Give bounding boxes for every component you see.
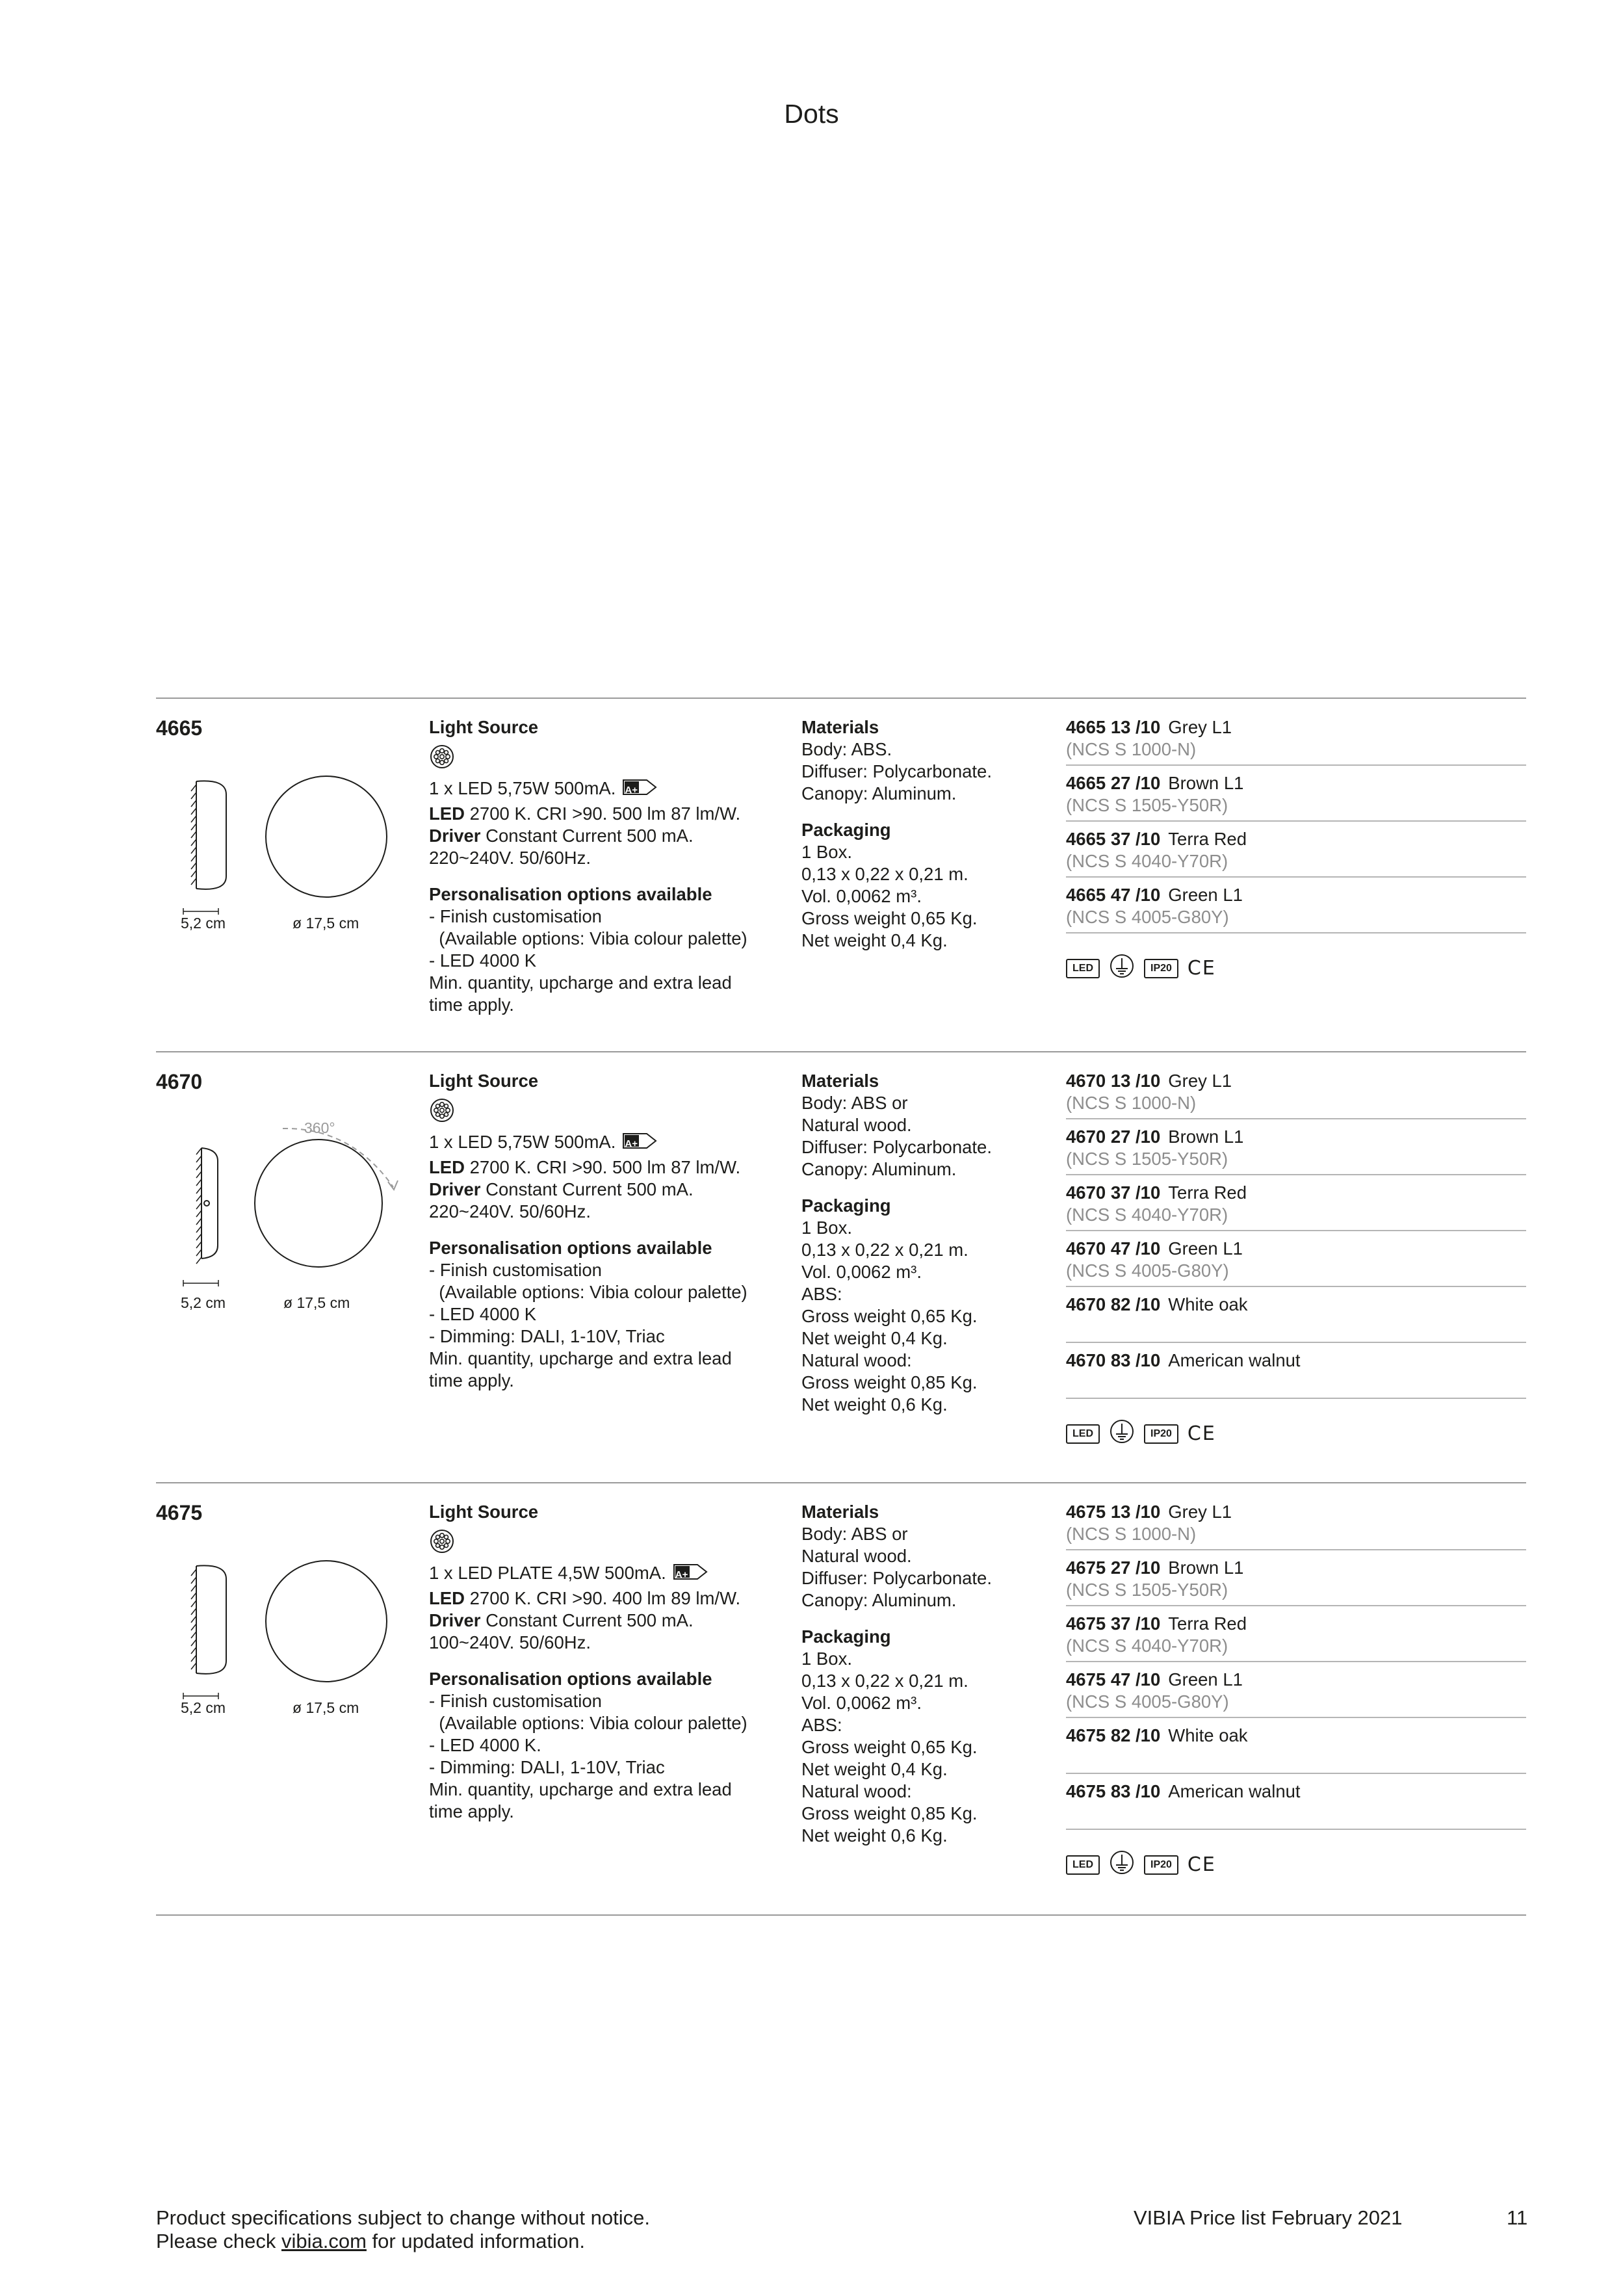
product-code: 4665 27 /10 — [1066, 773, 1161, 793]
light-spec-part: 1 x LED 5,75W 500mA. — [429, 778, 616, 798]
ncs-code — [1066, 1803, 1526, 1825]
page-title: Dots — [784, 99, 839, 129]
packaging-line: Gross weight 0,85 Kg. — [801, 1372, 978, 1392]
packaging-line: 1 Box. — [801, 842, 852, 862]
product-code-line — [1066, 716, 1526, 738]
page-number: 11 — [1507, 2206, 1528, 2229]
product-drawing — [156, 755, 429, 976]
light-spec-line — [429, 1562, 793, 1587]
model-number: 4675 — [156, 1501, 203, 1524]
product-code-line — [1066, 884, 1526, 906]
ncs-code: (NCS S 4005-G80Y) — [1066, 1260, 1229, 1281]
product-code-line — [1066, 1613, 1526, 1635]
diameter-dimension: ø 17,5 cm — [292, 915, 359, 932]
product-finish: Brown L1 — [1168, 1558, 1244, 1578]
footer-notice-pre: Please check — [156, 2230, 281, 2252]
packaging-heading: Packaging — [801, 1626, 891, 1647]
product-code: 4675 27 /10 — [1066, 1558, 1161, 1578]
packaging-line: Gross weight 0,85 Kg. — [801, 1803, 978, 1823]
materials-line: Body: ABS or — [801, 1524, 908, 1544]
led-module-icon — [429, 1528, 455, 1559]
light-spec-line — [429, 1632, 793, 1654]
energy-class-label: A+ — [625, 1138, 638, 1149]
ncs-code: (NCS S 1505-Y50R) — [1066, 1149, 1228, 1169]
product-code-row — [1066, 1669, 1526, 1718]
materials-heading: Materials — [801, 1502, 879, 1522]
product-code-row — [1066, 1294, 1526, 1343]
light-spec-line — [429, 1587, 793, 1610]
personalisation-heading: Personalisation options available — [429, 884, 712, 904]
materials-line: Canopy: Aluminum. — [801, 1590, 957, 1610]
ce-mark: CE — [1187, 957, 1216, 980]
product-code-row — [1066, 1070, 1526, 1119]
footer-publication: VIBIA Price list February 2021 — [1134, 2206, 1403, 2229]
product-code-line — [1066, 1126, 1526, 1148]
light-spec-line — [429, 1179, 793, 1201]
product-code: 4675 82 /10 — [1066, 1725, 1161, 1745]
product-code: 4665 37 /10 — [1066, 829, 1161, 849]
light-spec-part: 2700 K. CRI >90. 500 lm 87 lm/W. — [465, 803, 741, 824]
packaging-line: 0,13 x 0,22 x 0,21 m. — [801, 1671, 968, 1691]
product-code-row — [1066, 1350, 1526, 1399]
ncs-code: (NCS S 1505-Y50R) — [1066, 795, 1228, 815]
packaging-line: Net weight 0,4 Kg. — [801, 930, 948, 950]
packaging-line: 1 Box. — [801, 1649, 852, 1669]
product-code: 4670 37 /10 — [1066, 1182, 1161, 1203]
product-code: 4675 47 /10 — [1066, 1669, 1161, 1689]
product-code-line — [1066, 1070, 1526, 1092]
packaging-heading: Packaging — [801, 1195, 891, 1216]
packaging-line: 1 Box. — [801, 1218, 852, 1238]
diameter-dimension: ø 17,5 cm — [292, 1699, 359, 1716]
personalisation-heading: Personalisation options available — [429, 1238, 712, 1258]
product-finish: American walnut — [1168, 1781, 1301, 1801]
product-code: 4665 47 /10 — [1066, 885, 1161, 905]
packaging-line: Vol. 0,0062 m³. — [801, 886, 922, 906]
product-code-row — [1066, 1126, 1526, 1175]
packaging-line: 0,13 x 0,22 x 0,21 m. — [801, 864, 968, 884]
product-code: 4670 47 /10 — [1066, 1238, 1161, 1259]
packaging-line: Net weight 0,6 Kg. — [801, 1825, 948, 1846]
materials-line: Canopy: Aluminum. — [801, 1159, 957, 1179]
ip-rating-badge: IP20 — [1144, 959, 1178, 978]
light-spec-line — [429, 777, 793, 803]
certifications — [1066, 953, 1526, 984]
product-code-line — [1066, 772, 1526, 794]
personalisation-line: (Available options: Vibia colour palette) — [429, 1282, 747, 1302]
product-finish: White oak — [1168, 1294, 1248, 1314]
light-source-column — [429, 1501, 793, 1823]
product-code-row — [1066, 716, 1526, 766]
certifications — [1066, 1849, 1526, 1881]
product-finish: Green L1 — [1168, 885, 1243, 905]
footer-notice-post: for updated information. — [366, 2230, 585, 2252]
packaging-line: Natural wood: — [801, 1350, 912, 1370]
packaging-line: Gross weight 0,65 Kg. — [801, 1737, 978, 1757]
model-number: 4665 — [156, 716, 203, 740]
product-finish: Green L1 — [1168, 1669, 1243, 1689]
packaging-line: Gross weight 0,65 Kg. — [801, 1306, 978, 1326]
light-spec-part: LED — [429, 1157, 465, 1177]
ncs-code: (NCS S 4040-Y70R) — [1066, 1205, 1228, 1225]
personalisation-line: - Finish customisation — [429, 906, 602, 926]
personalisation-line: time apply. — [429, 1370, 514, 1390]
light-source-column — [429, 1070, 793, 1392]
light-spec-line — [429, 847, 793, 869]
materials-heading: Materials — [801, 1071, 879, 1091]
light-source-heading: Light Source — [429, 1502, 539, 1522]
product-finish: Terra Red — [1168, 1613, 1247, 1634]
class-insulation-icon — [1109, 953, 1135, 984]
ip-rating-badge: IP20 — [1144, 1424, 1178, 1444]
materials-column — [801, 1501, 1042, 1847]
led-badge: LED — [1066, 959, 1100, 978]
light-spec-part: Constant Current 500 mA. — [480, 826, 694, 846]
light-source-heading: Light Source — [429, 1071, 539, 1091]
personalisation-line: - Finish customisation — [429, 1260, 602, 1280]
materials-line: Diffuser: Polycarbonate. — [801, 1137, 992, 1157]
product-code-line — [1066, 1557, 1526, 1579]
product-code-row — [1066, 884, 1526, 933]
product-code-line — [1066, 1350, 1526, 1372]
depth-dimension: 5,2 cm — [181, 1294, 226, 1311]
product-finish: White oak — [1168, 1725, 1248, 1745]
personalisation-line: - Dimming: DALI, 1-10V, Triac — [429, 1326, 665, 1346]
product-finish: Grey L1 — [1168, 1502, 1232, 1522]
section-divider — [156, 1482, 1526, 1483]
materials-line: Body: ABS or — [801, 1093, 908, 1113]
class-insulation-icon — [1109, 1849, 1135, 1881]
packaging-line: Net weight 0,4 Kg. — [801, 1759, 948, 1779]
light-spec-part: Driver — [429, 1610, 481, 1630]
section-divider — [156, 1914, 1526, 1916]
ncs-code — [1066, 1372, 1526, 1394]
product-code-row — [1066, 1781, 1526, 1830]
footer-notice-line1: Product specifications subject to change without notice. — [156, 2206, 650, 2229]
product-code-line — [1066, 1501, 1526, 1523]
ip-rating-badge: IP20 — [1144, 1855, 1178, 1875]
personalisation-line: Min. quantity, upcharge and extra lead — [429, 1779, 732, 1799]
product-codes-column — [1066, 1501, 1526, 1881]
light-spec-line — [429, 825, 793, 847]
product-code-line — [1066, 828, 1526, 850]
product-code-line — [1066, 1238, 1526, 1260]
light-spec-line — [429, 803, 793, 825]
light-spec-part: 1 x LED 5,75W 500mA. — [429, 1132, 616, 1152]
packaging-line: Natural wood: — [801, 1781, 912, 1801]
light-source-heading: Light Source — [429, 717, 539, 737]
footer-notice-line2 — [156, 2230, 650, 2253]
light-spec-part: Constant Current 500 mA. — [480, 1179, 694, 1199]
product-code-row — [1066, 1238, 1526, 1287]
product-code-row — [1066, 1613, 1526, 1662]
materials-line: Natural wood. — [801, 1546, 912, 1566]
light-spec-line — [429, 1156, 793, 1179]
light-spec-line — [429, 1201, 793, 1223]
light-spec-part: LED — [429, 1588, 465, 1608]
led-module-icon — [429, 1097, 455, 1128]
product-code-row — [1066, 1557, 1526, 1606]
packaging-line: Net weight 0,6 Kg. — [801, 1394, 948, 1415]
product-code: 4665 13 /10 — [1066, 717, 1161, 737]
product-code: 4675 37 /10 — [1066, 1613, 1161, 1634]
materials-line: Diffuser: Polycarbonate. — [801, 761, 992, 781]
packaging-line: Vol. 0,0062 m³. — [801, 1693, 922, 1713]
ncs-code: (NCS S 4005-G80Y) — [1066, 1691, 1229, 1712]
product-code: 4670 13 /10 — [1066, 1071, 1161, 1091]
led-module-icon — [429, 744, 455, 775]
ncs-code — [1066, 1316, 1526, 1338]
product-code: 4675 13 /10 — [1066, 1502, 1161, 1522]
product-code-line — [1066, 1182, 1526, 1204]
personalisation-line: time apply. — [429, 995, 514, 1015]
diameter-dimension: ø 17,5 cm — [283, 1294, 350, 1311]
product-finish: Green L1 — [1168, 1238, 1243, 1259]
light-spec-part: 2700 K. CRI >90. 400 lm 89 lm/W. — [465, 1588, 741, 1608]
energy-class-label: A+ — [675, 1569, 688, 1580]
personalisation-line: - Dimming: DALI, 1-10V, Triac — [429, 1757, 665, 1777]
packaging-heading: Packaging — [801, 820, 891, 840]
ncs-code: (NCS S 1000-N) — [1066, 739, 1197, 759]
personalisation-line: (Available options: Vibia colour palette) — [429, 1713, 747, 1733]
personalisation-heading: Personalisation options available — [429, 1669, 712, 1689]
materials-line: Body: ABS. — [801, 739, 892, 759]
packaging-line: ABS: — [801, 1284, 842, 1304]
product-code-line — [1066, 1669, 1526, 1691]
materials-line: Diffuser: Polycarbonate. — [801, 1568, 992, 1588]
ncs-code: (NCS S 4040-Y70R) — [1066, 1636, 1228, 1656]
packaging-line: 0,13 x 0,22 x 0,21 m. — [801, 1240, 968, 1260]
light-spec-part: LED — [429, 803, 465, 824]
light-spec-part: 220~240V. 50/60Hz. — [429, 848, 591, 868]
ncs-code: (NCS S 4005-G80Y) — [1066, 907, 1229, 927]
led-badge: LED — [1066, 1424, 1100, 1444]
product-code: 4675 83 /10 — [1066, 1781, 1161, 1801]
packaging-line: ABS: — [801, 1715, 842, 1735]
materials-column — [801, 1070, 1042, 1416]
product-finish: Grey L1 — [1168, 717, 1232, 737]
section-divider — [156, 698, 1526, 699]
ncs-code: (NCS S 4040-Y70R) — [1066, 851, 1228, 871]
personalisation-line: (Available options: Vibia colour palette) — [429, 928, 747, 948]
product-code-line — [1066, 1294, 1526, 1316]
product-finish: American walnut — [1168, 1350, 1301, 1370]
ce-mark: CE — [1187, 1422, 1216, 1445]
depth-dimension: 5,2 cm — [181, 915, 226, 932]
materials-line: Canopy: Aluminum. — [801, 783, 957, 803]
light-spec-part: Driver — [429, 826, 481, 846]
product-finish: Terra Red — [1168, 1182, 1247, 1203]
product-code-row — [1066, 772, 1526, 822]
ncs-code: (NCS S 1000-N) — [1066, 1093, 1197, 1113]
light-spec-part: 220~240V. 50/60Hz. — [429, 1201, 591, 1221]
product-code-line — [1066, 1781, 1526, 1803]
personalisation-line: - LED 4000 K. — [429, 1735, 541, 1755]
packaging-line: Gross weight 0,65 Kg. — [801, 908, 978, 928]
light-spec-line — [429, 1610, 793, 1632]
product-codes-column — [1066, 716, 1526, 984]
packaging-line: Vol. 0,0062 m³. — [801, 1262, 922, 1282]
certifications — [1066, 1418, 1526, 1450]
light-spec-part: 2700 K. CRI >90. 500 lm 87 lm/W. — [465, 1157, 741, 1177]
personalisation-line: - LED 4000 K — [429, 950, 537, 971]
product-finish: Brown L1 — [1168, 1127, 1244, 1147]
personalisation-line: - LED 4000 K — [429, 1304, 537, 1324]
product-finish: Grey L1 — [1168, 1071, 1232, 1091]
light-spec-part: Constant Current 500 mA. — [480, 1610, 694, 1630]
product-code-row — [1066, 1725, 1526, 1774]
product-code-line — [1066, 1725, 1526, 1747]
light-spec-line — [429, 1131, 793, 1156]
product-finish: Terra Red — [1168, 829, 1247, 849]
vibia-link[interactable]: vibia.com — [281, 2230, 367, 2252]
light-spec-part: Driver — [429, 1179, 481, 1199]
packaging-line: Net weight 0,4 Kg. — [801, 1328, 948, 1348]
light-spec-part: 100~240V. 50/60Hz. — [429, 1632, 591, 1652]
personalisation-line: Min. quantity, upcharge and extra lead — [429, 1348, 732, 1368]
product-codes-column — [1066, 1070, 1526, 1450]
ce-mark: CE — [1187, 1853, 1216, 1876]
light-source-column — [429, 716, 793, 1016]
product-code-row — [1066, 1501, 1526, 1550]
personalisation-line: time apply. — [429, 1801, 514, 1821]
section-divider — [156, 1051, 1526, 1052]
ncs-code — [1066, 1747, 1526, 1769]
rotation-label: 360° — [304, 1119, 335, 1136]
materials-heading: Materials — [801, 717, 879, 737]
ncs-code: (NCS S 1505-Y50R) — [1066, 1580, 1228, 1600]
light-spec-part: 1 x LED PLATE 4,5W 500mA. — [429, 1563, 666, 1583]
product-finish: Brown L1 — [1168, 773, 1244, 793]
model-number: 4670 — [156, 1070, 203, 1093]
materials-line: Natural wood. — [801, 1115, 912, 1135]
class-insulation-icon — [1109, 1418, 1135, 1450]
materials-column — [801, 716, 1042, 952]
energy-class-label: A+ — [625, 785, 638, 796]
product-code: 4670 83 /10 — [1066, 1350, 1161, 1370]
personalisation-line: - Finish customisation — [429, 1691, 602, 1711]
led-badge: LED — [1066, 1855, 1100, 1875]
depth-dimension: 5,2 cm — [181, 1699, 226, 1716]
product-code: 4670 82 /10 — [1066, 1294, 1161, 1314]
product-code: 4670 27 /10 — [1066, 1127, 1161, 1147]
product-code-row — [1066, 828, 1526, 878]
product-drawing — [156, 1540, 429, 1761]
ncs-code: (NCS S 1000-N) — [1066, 1524, 1197, 1544]
footer-notice — [156, 2206, 650, 2253]
personalisation-line: Min. quantity, upcharge and extra lead — [429, 972, 732, 993]
product-code-row — [1066, 1182, 1526, 1231]
